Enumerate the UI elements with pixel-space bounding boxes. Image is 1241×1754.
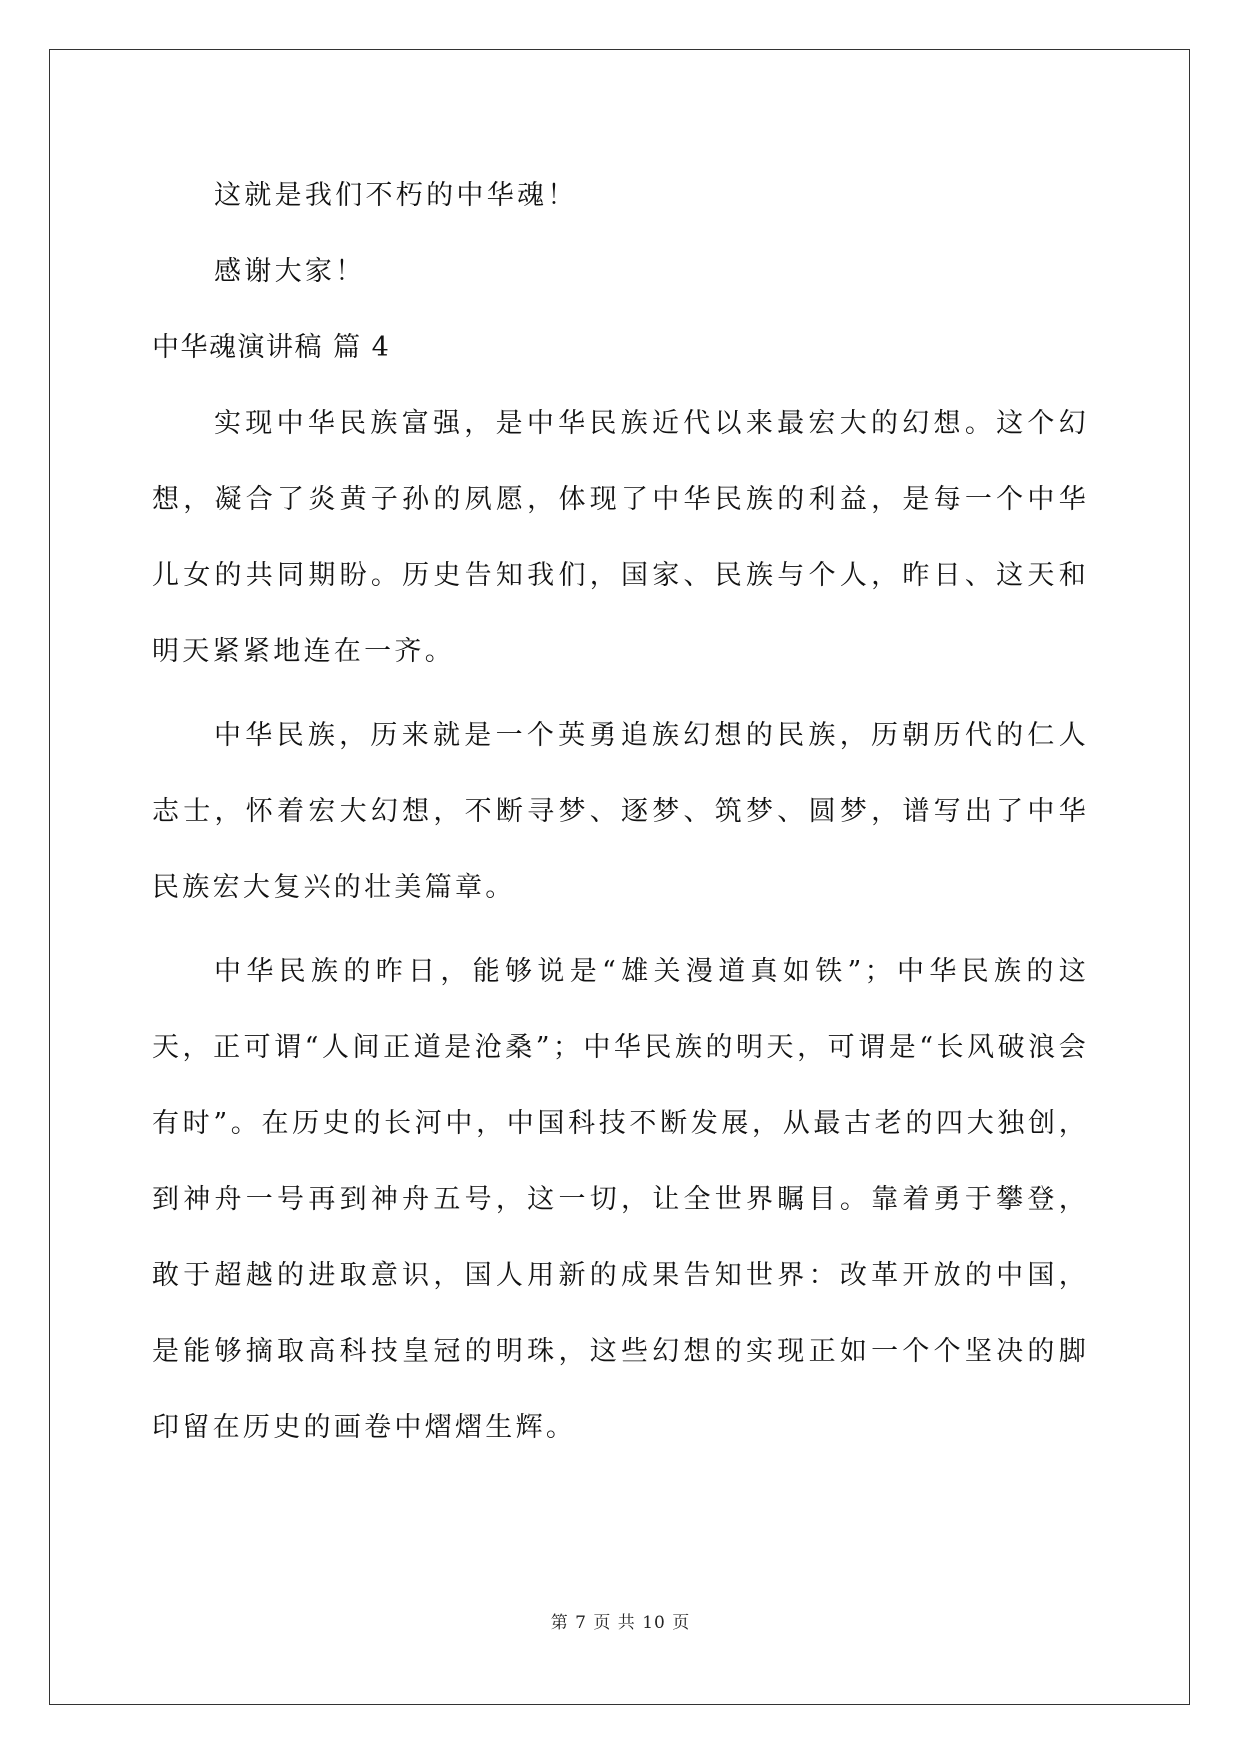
paragraph-3: 中华民族的昨日，能够说是“雄关漫道真如铁”；中华民族的这天，正可谓“人间正道是沧桑”；中华民族的明天，可谓是“长风破浪会有时”。在历史的长河中，中国科技不断发展，从最古老的四大独创，到神舟一号再到神舟五号，这一切，让全世界瞩目。靠着勇于攀登，敢于超越的进取意识，国人用新的成果告知世界：改革开放的中国，是能够摘取高科技皇冠的明珠，这些幻想的实现正如一个个坚决的脚印留在历史的画卷中熠熠生辉。 — [152, 956, 1089, 1443]
paragraph-closing-1: 这就是我们不朽的中华魂！ — [214, 180, 578, 211]
page-number-footer: 第 7 页 共 10 页 — [550, 1613, 691, 1633]
paragraph-1: 实现中华民族富强，是中华民族近代以来最宏大的幻想。这个幻想，凝合了炎黄子孙的夙愿，体现了中华民族的利益，是每一个中华儿女的共同期盼。历史告知我们，国家、民族与个人，昨日、这天和明天紧紧地连在一齐。 — [152, 408, 1089, 667]
paragraph-closing-2: 感谢大家！ — [214, 256, 366, 287]
section-heading: 中华魂演讲稿 篇 4 — [152, 332, 391, 363]
document-body — [152, 158, 1089, 1466]
paragraph-2: 中华民族，历来就是一个英勇追族幻想的民族，历朝历代的仁人志士，怀着宏大幻想，不断寻梦、逐梦、筑梦、圆梦，谱写出了中华民族宏大复兴的壮美篇章。 — [152, 720, 1089, 903]
